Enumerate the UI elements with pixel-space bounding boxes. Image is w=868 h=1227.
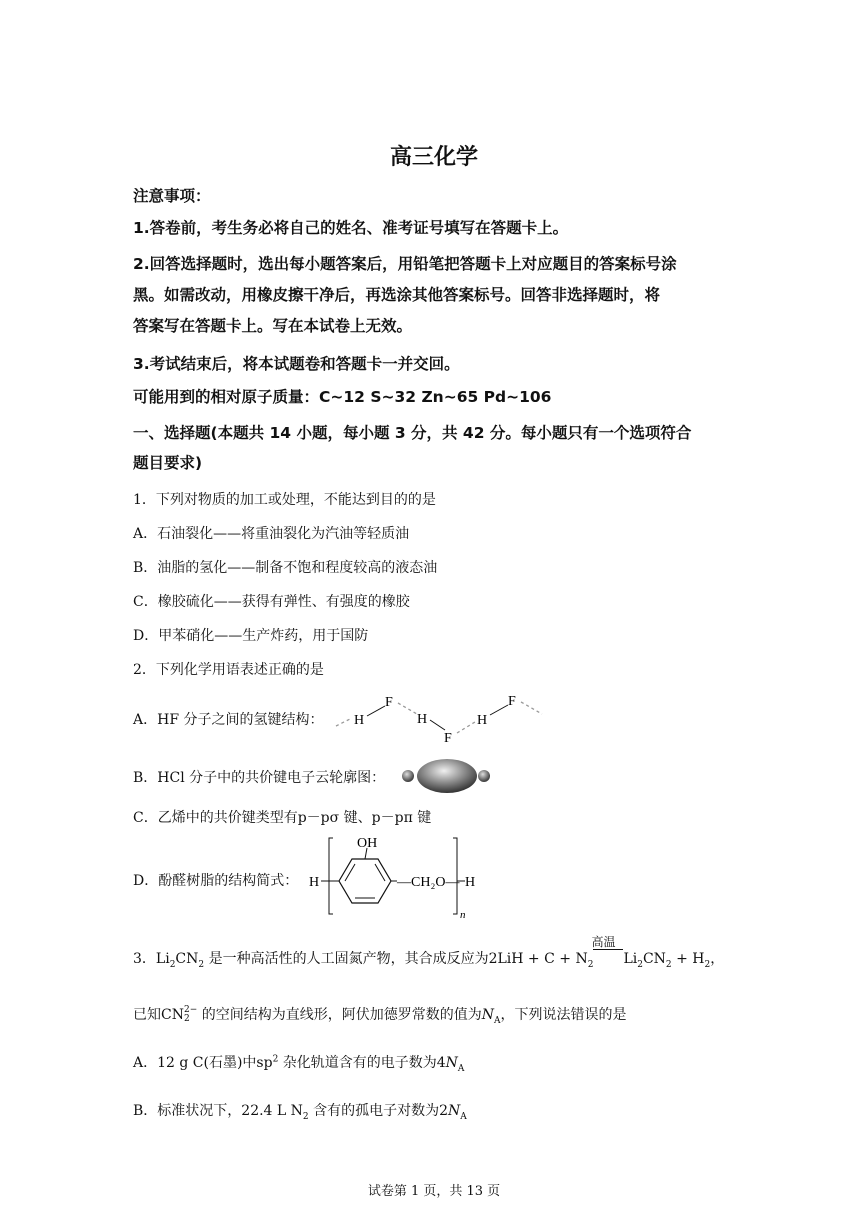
section-1-heading-line-2: 题目要求) [133, 454, 203, 472]
q1-option-c: C．橡胶硫化——获得有弹性、有强度的橡胶 [133, 594, 410, 610]
cl-atom-dot [478, 770, 490, 782]
benzene-ring [339, 859, 391, 903]
reaction-condition: 高温 [591, 935, 616, 949]
q3-option-a: A．12 g C(石墨)中$sp^2$ 杂化轨道含有的电子数为$4N_A$ [133, 1054, 465, 1074]
q1-stem: 1．下列对物质的加工或处理，不能达到目的的是 [133, 492, 436, 508]
notice-heading: 注意事项： [133, 187, 211, 205]
q1-option-a: A．石油裂化——将重油裂化为汽油等轻质油 [133, 526, 410, 542]
resin-ch2o: —CH₂O— [397, 875, 460, 890]
q2-option-a: A．HF 分子之间的氢键结构： [133, 712, 324, 728]
hf-atom-f3: F [508, 694, 516, 709]
hf-atom-h2: H [417, 712, 428, 727]
atomic-mass-line: 可能用到的相对原子质量：C~12 S~32 Zn~65 Pd~106 [133, 388, 552, 406]
hf-hydrogen-bond-figure [330, 688, 550, 748]
resin-oh: OH [357, 836, 378, 851]
q1-option-b: B．油脂的氢化——制备不饱和程度较高的液态油 [133, 560, 438, 576]
hf-atom-f1: F [385, 695, 393, 710]
notice-item-2-line-1: 2.回答选择题时，选出每小题答案后，用铅笔把答题卡上对应题目的答案标号涂 [133, 255, 677, 273]
hcl-electron-cloud-figure [399, 755, 493, 797]
q2-option-c: C．乙烯中的共价键类型有p－pσ 键、p－pπ 键 [133, 810, 432, 826]
resin-right-h: H [465, 875, 476, 890]
q3-option-b: B．标准状况下，22.4 L $N_2$ 含有的孤电子对数为$2N_A$ [133, 1103, 467, 1122]
shared-electron-cloud [417, 759, 477, 793]
q3-stem-line-2: 已知CN 2− 2 的空间结构为直线形，阿伏加德罗常数的值为$N_A$，下列说法错误的是 [133, 1005, 627, 1026]
q2-option-b: B．HCl 分子中的共价键电子云轮廓图： [133, 770, 386, 786]
notice-item-2-line-3: 答案写在答题卡上。写在本试卷上无效。 [133, 317, 413, 335]
page-footer: 试卷第 1 页，共 13 页 [367, 1184, 501, 1199]
resin-n: n [460, 909, 466, 920]
resin-left-bracket [329, 838, 333, 914]
notice-item-1: 1.答卷前，考生务必将自己的姓名、准考证号填写在答题卡上。 [133, 219, 569, 237]
q1-option-d: D．甲苯硝化——生产炸药，用于国防 [133, 628, 369, 644]
section-1-heading-line-1: 一、选择题(本题共 14 小题，每小题 3 分，共 42 分。每小题只有一个选项符合 [133, 424, 692, 442]
hf-atom-h3: H [477, 713, 488, 728]
q2-option-d: D．酚醛树脂的结构简式： [133, 873, 299, 889]
phenol-formaldehyde-resin-figure [305, 834, 485, 920]
hf-atom-h1: H [354, 713, 365, 728]
notice-item-3: 3.考试结束后，将本试题卷和答题卡一并交回。 [133, 355, 460, 373]
resin-left-h: H [309, 875, 320, 890]
page-title: 高三化学 [389, 145, 478, 170]
h-atom-dot [402, 770, 414, 782]
hf-atom-f2: F [444, 731, 452, 746]
q2-stem: 2．下列化学用语表述正确的是 [133, 662, 324, 678]
q3-stem: 3．$Li_2CN_2$ 是一种高活性的人工固氮产物，其合成反应为$2LiH + C + N_2$ 高温 $Li_2CN_2 + H_2$， [133, 935, 725, 970]
notice-item-2-line-2: 黑。如需改动，用橡皮擦干净后，再选涂其他答案标号。回答非选择题时，将 [133, 286, 661, 304]
reaction-arrow [591, 935, 623, 967]
